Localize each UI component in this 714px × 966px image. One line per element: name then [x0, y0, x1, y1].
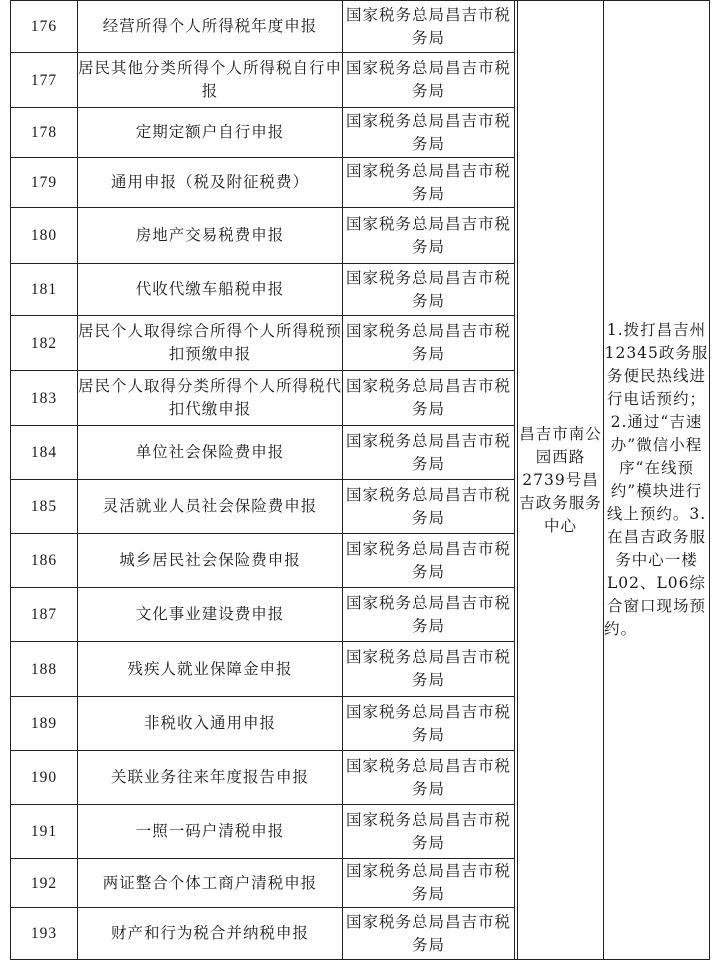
responsible-department: 国家税务总局昌吉市税务局: [343, 805, 515, 859]
row-number: 186: [11, 534, 78, 588]
row-number: 193: [11, 908, 78, 960]
row-number: 191: [11, 805, 78, 859]
responsible-department: 国家税务总局昌吉市税务局: [343, 371, 515, 426]
service-item: 通用申报（税及附征税费）: [78, 158, 343, 208]
responsible-department: 国家税务总局昌吉市税务局: [343, 158, 515, 208]
row-number: 190: [11, 751, 78, 805]
service-item: 居民个人取得综合所得个人所得税预扣预缴申报: [78, 316, 343, 371]
service-item: 灵活就业人员社会保险费申报: [78, 480, 343, 534]
responsible-department: 国家税务总局昌吉市税务局: [343, 642, 515, 697]
responsible-department: 国家税务总局昌吉市税务局: [343, 264, 515, 316]
responsible-department: 国家税务总局昌吉市税务局: [343, 108, 515, 158]
responsible-department: 国家税务总局昌吉市税务局: [343, 751, 515, 805]
service-item: 非税收入通用申报: [78, 697, 343, 751]
responsible-department: 国家税务总局昌吉市税务局: [343, 480, 515, 534]
service-address: 昌吉市南公园西路2739号昌吉政务服务中心: [518, 1, 604, 960]
row-number: 177: [11, 53, 78, 108]
row-number: 189: [11, 697, 78, 751]
row-number: 180: [11, 208, 78, 264]
row-number: 179: [11, 158, 78, 208]
row-number: 184: [11, 426, 78, 480]
responsible-department: 国家税务总局昌吉市税务局: [343, 208, 515, 264]
responsible-department: 国家税务总局昌吉市税务局: [343, 426, 515, 480]
responsible-department: 国家税务总局昌吉市税务局: [343, 53, 515, 108]
service-item: 两证整合个体工商户清税申报: [78, 859, 343, 908]
service-item: 一照一码户清税申报: [78, 805, 343, 859]
responsible-department: 国家税务总局昌吉市税务局: [343, 316, 515, 371]
service-item: 定期定额户自行申报: [78, 108, 343, 158]
service-item: 残疾人就业保障金申报: [78, 642, 343, 697]
row-number: 178: [11, 108, 78, 158]
service-item: 代收代缴车船税申报: [78, 264, 343, 316]
service-item: 关联业务往来年度报告申报: [78, 751, 343, 805]
service-item: 居民个人取得分类所得个人所得税代扣代缴申报: [78, 371, 343, 426]
service-item: 经营所得个人所得税年度申报: [78, 1, 343, 53]
row-number: 187: [11, 588, 78, 642]
responsible-department: 国家税务总局昌吉市税务局: [343, 534, 515, 588]
responsible-department: 国家税务总局昌吉市税务局: [343, 908, 515, 960]
table-row: [11, 1, 710, 53]
service-table: [10, 0, 710, 960]
responsible-department: 国家税务总局昌吉市税务局: [343, 588, 515, 642]
row-number: 181: [11, 264, 78, 316]
service-item: 房地产交易税费申报: [78, 208, 343, 264]
appointment-methods: 1.拨打昌吉州12345政务服务便民热线进行电话预约；2.通过“吉速办”微信小程序“在线预约”模块进行线上预约。3.在昌吉政务服务中心一楼L02、L06综合窗口现场预约。: [604, 1, 710, 960]
service-item: 文化事业建设费申报: [78, 588, 343, 642]
row-number: 183: [11, 371, 78, 426]
responsible-department: 国家税务总局昌吉市税务局: [343, 1, 515, 53]
service-item: 财产和行为税合并纳税申报: [78, 908, 343, 960]
row-number: 188: [11, 642, 78, 697]
row-number: 192: [11, 859, 78, 908]
row-number: 176: [11, 1, 78, 53]
row-number: 185: [11, 480, 78, 534]
service-item: 居民其他分类所得个人所得税自行申报: [78, 53, 343, 108]
responsible-department: 国家税务总局昌吉市税务局: [343, 697, 515, 751]
row-number: 182: [11, 316, 78, 371]
service-item: 城乡居民社会保险费申报: [78, 534, 343, 588]
service-item: 单位社会保险费申报: [78, 426, 343, 480]
responsible-department: 国家税务总局昌吉市税务局: [343, 859, 515, 908]
